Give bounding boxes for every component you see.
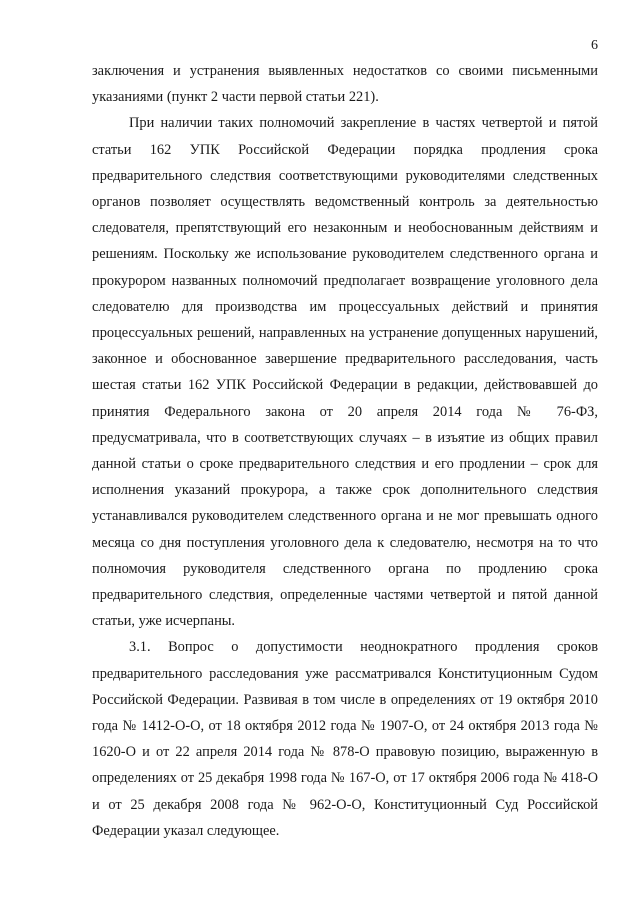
- paragraph-extension-control: При наличии таких полномочий закрепление в частях четвертой и пятой статьи 162 УПК Российской Федерации порядка продления срока предварительного следствия соответствующими руководителями следственных органов позволяет осуществлять ведомственный контроль за деятельностью следователя, препятствующий его незаконным и необоснованным действиям и решениям. Поскольку же использование руководителем следственного органа и прокурором названных полномочий предполагает возвращение уголовного дела следователю для производства им процессуальных действий и принятия процессуальных решений, направленных на устранение допущенных нарушений, законное и обоснованное завершение предварительного расследования, часть шестая статьи 162 УПК Российской Федерации в редакции, действовавшей до принятия Федерального закона от 20 апреля 2014 года № 76-ФЗ, предусматривала, что в соответствующих случаях – в изъятие из общих правил данной статьи о сроке предварительного следствия и его продлении – срок для исполнения указаний прокурора, а также срок дополнительного следствия устанавливался руководителем следственного органа и не мог превышать одного месяца со дня поступления уголовного дела к следователю, несмотря на то что полномочия руководителя следственного органа по продлению срока предварительного следствия, определенные частями четвертой и пятой данной статьи, уже исчерпаны.: [92, 115, 598, 630]
- document-body: [92, 58, 598, 844]
- paragraph-section-3-1: 3.1. Вопрос о допустимости неоднократного продления сроков предварительного расследования уже рассматривался Конституционным Судом Российской Федерации. Развивая в том числе в определениях от 19 октября 2010 года № 1412-О-О, от 18 октября 2012 года № 1907-О, от 24 октября 2013 года № 1620-О и от 22 апреля 2014 года № 878-О правовую позицию, выраженную в определениях от 25 декабря 1998 года № 167-О, от 17 октября 2006 года № 418-О и от 25 декабря 2008 года № 962-О-О, Конституционный Суд Российской Федерации указал следующее.: [92, 639, 598, 839]
- page-number: 6: [591, 38, 598, 53]
- paragraph-continuation: заключения и устранения выявленных недостатков со своими письменными указаниями (пункт 2 части первой статьи 221).: [92, 63, 598, 106]
